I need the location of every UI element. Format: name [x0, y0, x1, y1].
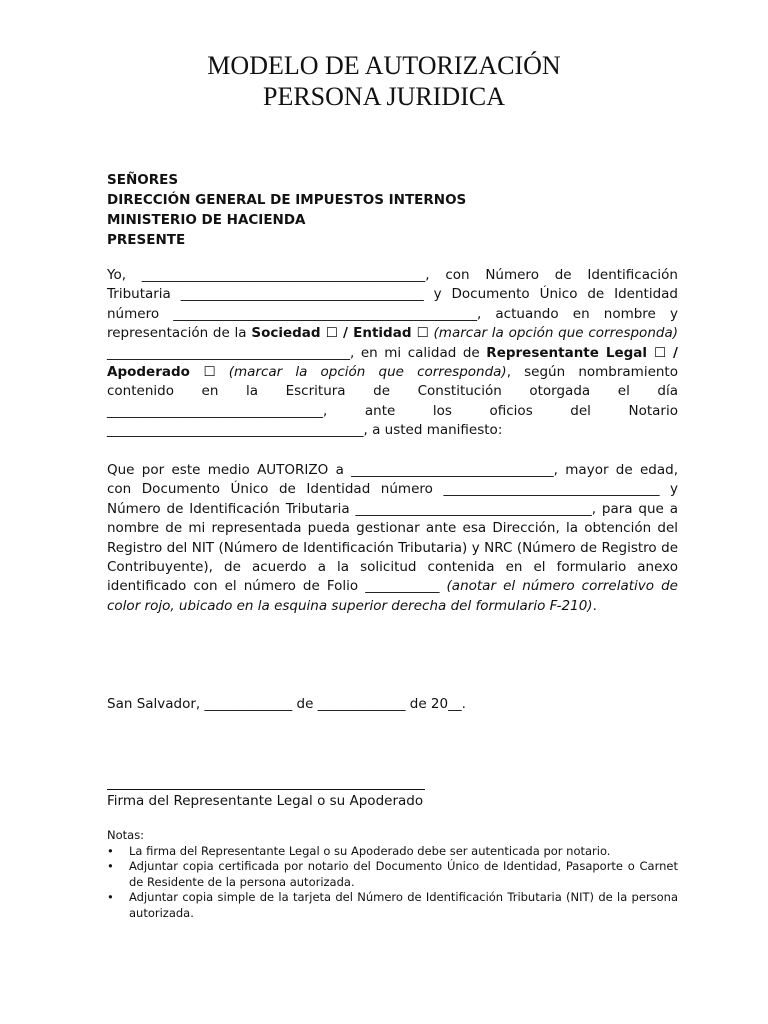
addressee-line: SEÑORES — [107, 172, 179, 188]
instruction-hint: (anotar el número correlativo de color rojo, ubicado en la esquina superior derecha del formulario F-210) — [107, 578, 678, 614]
instruction-hint: (marcar la opción que corresponda) — [215, 364, 507, 381]
note-text: Adjuntar copia certificada por notario del Documento Único de Identidad, Pasaporte o Carnet de Residente de la persona autorizada. — [129, 859, 678, 889]
notes-heading: Notas: — [107, 828, 145, 842]
entity-type-options: Sociedad ☐ / Entidad ☐ — [251, 325, 429, 342]
note-text: Adjuntar copia simple de la tarjeta del Número de Identificación Tributaria (NIT) de la persona autorizada. — [129, 890, 678, 920]
list-item — [107, 890, 678, 921]
paragraph-text: Que por este medio AUTORIZO a ______________________________, mayor de edad, con Documento Único de Identidad número ________________________________ y Número de Identificación Tributaria ___________________________________, para que a nombre de mi representada pueda gestionar ante esa Dirección, la obtención del Registro del NIT (Número de Identificación Tributaria) y NRC (Número de Registro de Contribuyente), de acuerdo a la solicitud contenida en el formulario anexo identificado con el número de Folio ___________ — [107, 462, 678, 595]
notes-section — [107, 828, 678, 921]
bullet-icon: • — [107, 843, 114, 858]
bullet-icon: • — [107, 859, 114, 873]
list-item — [107, 844, 678, 860]
instruction-hint: (marcar la opción que corresponda) — [428, 325, 678, 342]
place-and-date: San Salvador, _____________ de _____________ de 20__. — [107, 696, 466, 712]
role-options: Representante Legal ☐ / Apoderado ☐ — [107, 344, 678, 381]
signature-line — [107, 789, 425, 790]
list-item — [107, 859, 678, 890]
paragraph-text: ____________________________________, en mi calidad de — [107, 344, 487, 361]
notes-list — [107, 844, 678, 922]
identification-paragraph — [107, 266, 678, 441]
addressee-block — [107, 170, 466, 250]
addressee-line: DIRECCIÓN GENERAL DE IMPUESTOS INTERNOS — [107, 192, 467, 208]
bullet-icon: • — [107, 890, 114, 904]
authorization-paragraph — [107, 461, 678, 616]
paragraph-text: , según nombramiento contenido en la Escritura de Constitución otorgada el día ________________________________, ante los oficios del Notario ______________________________________, a usted manifiesto: — [107, 364, 678, 439]
signature-label: Firma del Representante Legal o su Apoderado — [107, 793, 424, 809]
addressee-line: PRESENTE — [107, 232, 186, 248]
document-title-line1: MODELO DE AUTORIZACIÓN — [207, 51, 561, 80]
paragraph-text: . — [592, 597, 597, 614]
document-title-line2: PERSONA JURIDICA — [263, 82, 505, 111]
note-text: La firma del Representante Legal o su Apoderado debe ser autenticada por notario. — [129, 843, 611, 858]
addressee-line: MINISTERIO DE HACIENDA — [107, 212, 306, 228]
paragraph-text: Yo, __________________________________________, con Número de Identificación Tributaria ____________________________________ y Documento Único de Identidad número _____________________________________________, actuando en nombre y representación de la — [107, 267, 678, 342]
